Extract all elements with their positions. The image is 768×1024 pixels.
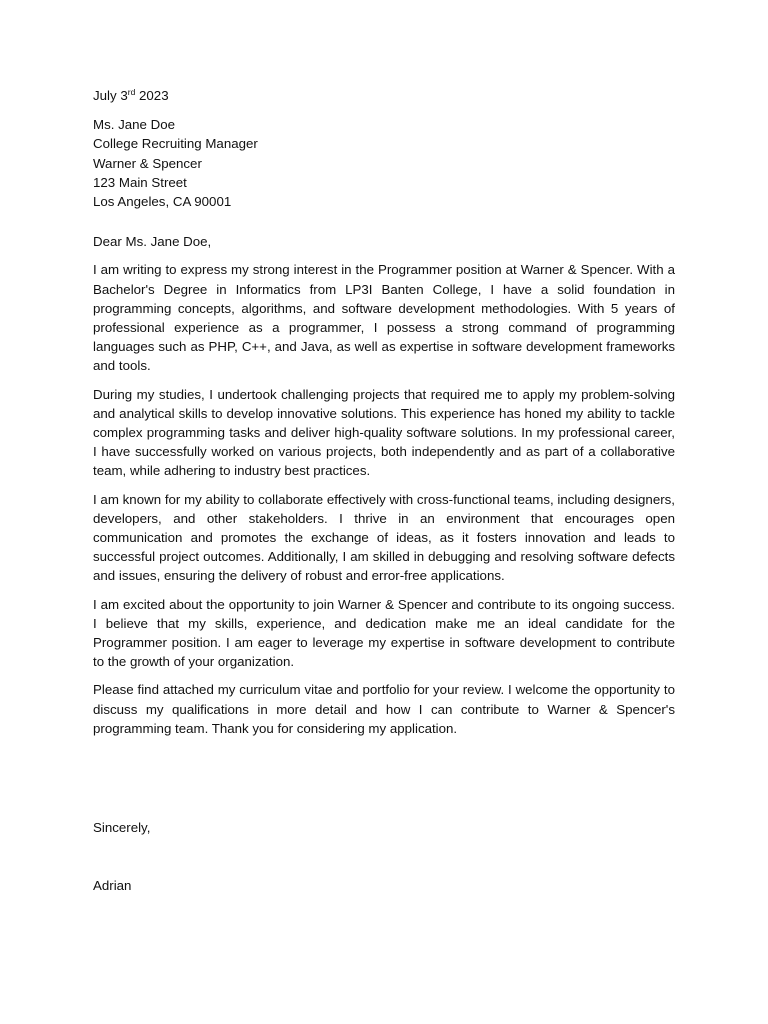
salutation: Dear Ms. Jane Doe, [93, 234, 212, 250]
date-year: 2023 [135, 88, 169, 103]
signature: Adrian [93, 878, 132, 893]
paragraph: Please find attached my curriculum vitae and portfolio for your review. I welcome the opportunity to discuss my qualifications in more detail and how I can contribute to Warner & Spencer's programming team. Thank you for considering my application. [93, 682, 675, 736]
letter-paragraphs [93, 260, 675, 738]
letter-date [93, 86, 675, 105]
recipient-company: Warner & Spencer [93, 155, 202, 171]
recipient-address [93, 115, 675, 211]
date-month-day: July 3 [93, 88, 128, 103]
recipient-city: Los Angeles, CA 90001 [93, 194, 232, 210]
paragraph: I am writing to express my strong interest in the Programmer position at Warner & Spencer. With a Bachelor's Degree in Informatics from LP3I Banten College, I have a solid foundation in programming concepts, algorithms, and software development methodologies. With 5 years of professional experience as a programmer, I possess a strong command of programming languages such as PHP, C++, and Java, as well as expertise in software development frameworks and tools. [93, 262, 675, 374]
date-ordinal: rd [127, 87, 136, 97]
recipient-street: 123 Main Street [93, 174, 187, 190]
paragraph: I am known for my ability to collaborate effectively with cross-functional teams, including designers, developers, and other stakeholders. I thrive in an environment that encourages open communication and promotes the exchange of ideas, as it fosters innovation and leads to successful project outcomes. Additionally, I am skilled in debugging and resolving software defects and issues, ensuring the delivery of robust and error-free applications. [93, 491, 675, 584]
paragraph: During my studies, I undertook challenging projects that required me to apply my problem-solving and analytical skills to develop innovative solutions. This experience has honed my ability to tackle complex programming tasks and deliver high-quality software solutions. In my professional career, I have successfully worked on various projects, both independently and as part of a collaborative team, while adhering to industry best practices. [93, 386, 675, 479]
letter-body [93, 86, 675, 738]
closing: Sincerely, [93, 820, 151, 835]
recipient-name: Ms. Jane Doe [93, 117, 176, 133]
recipient-title: College Recruiting Manager [93, 136, 258, 152]
paragraph: I am excited about the opportunity to join Warner & Spencer and contribute to its ongoing success. I believe that my skills, experience, and dedication make me an ideal candidate for the Programmer position. I am eager to leverage my expertise in software development to contribute to the growth of your organization. [93, 596, 675, 670]
